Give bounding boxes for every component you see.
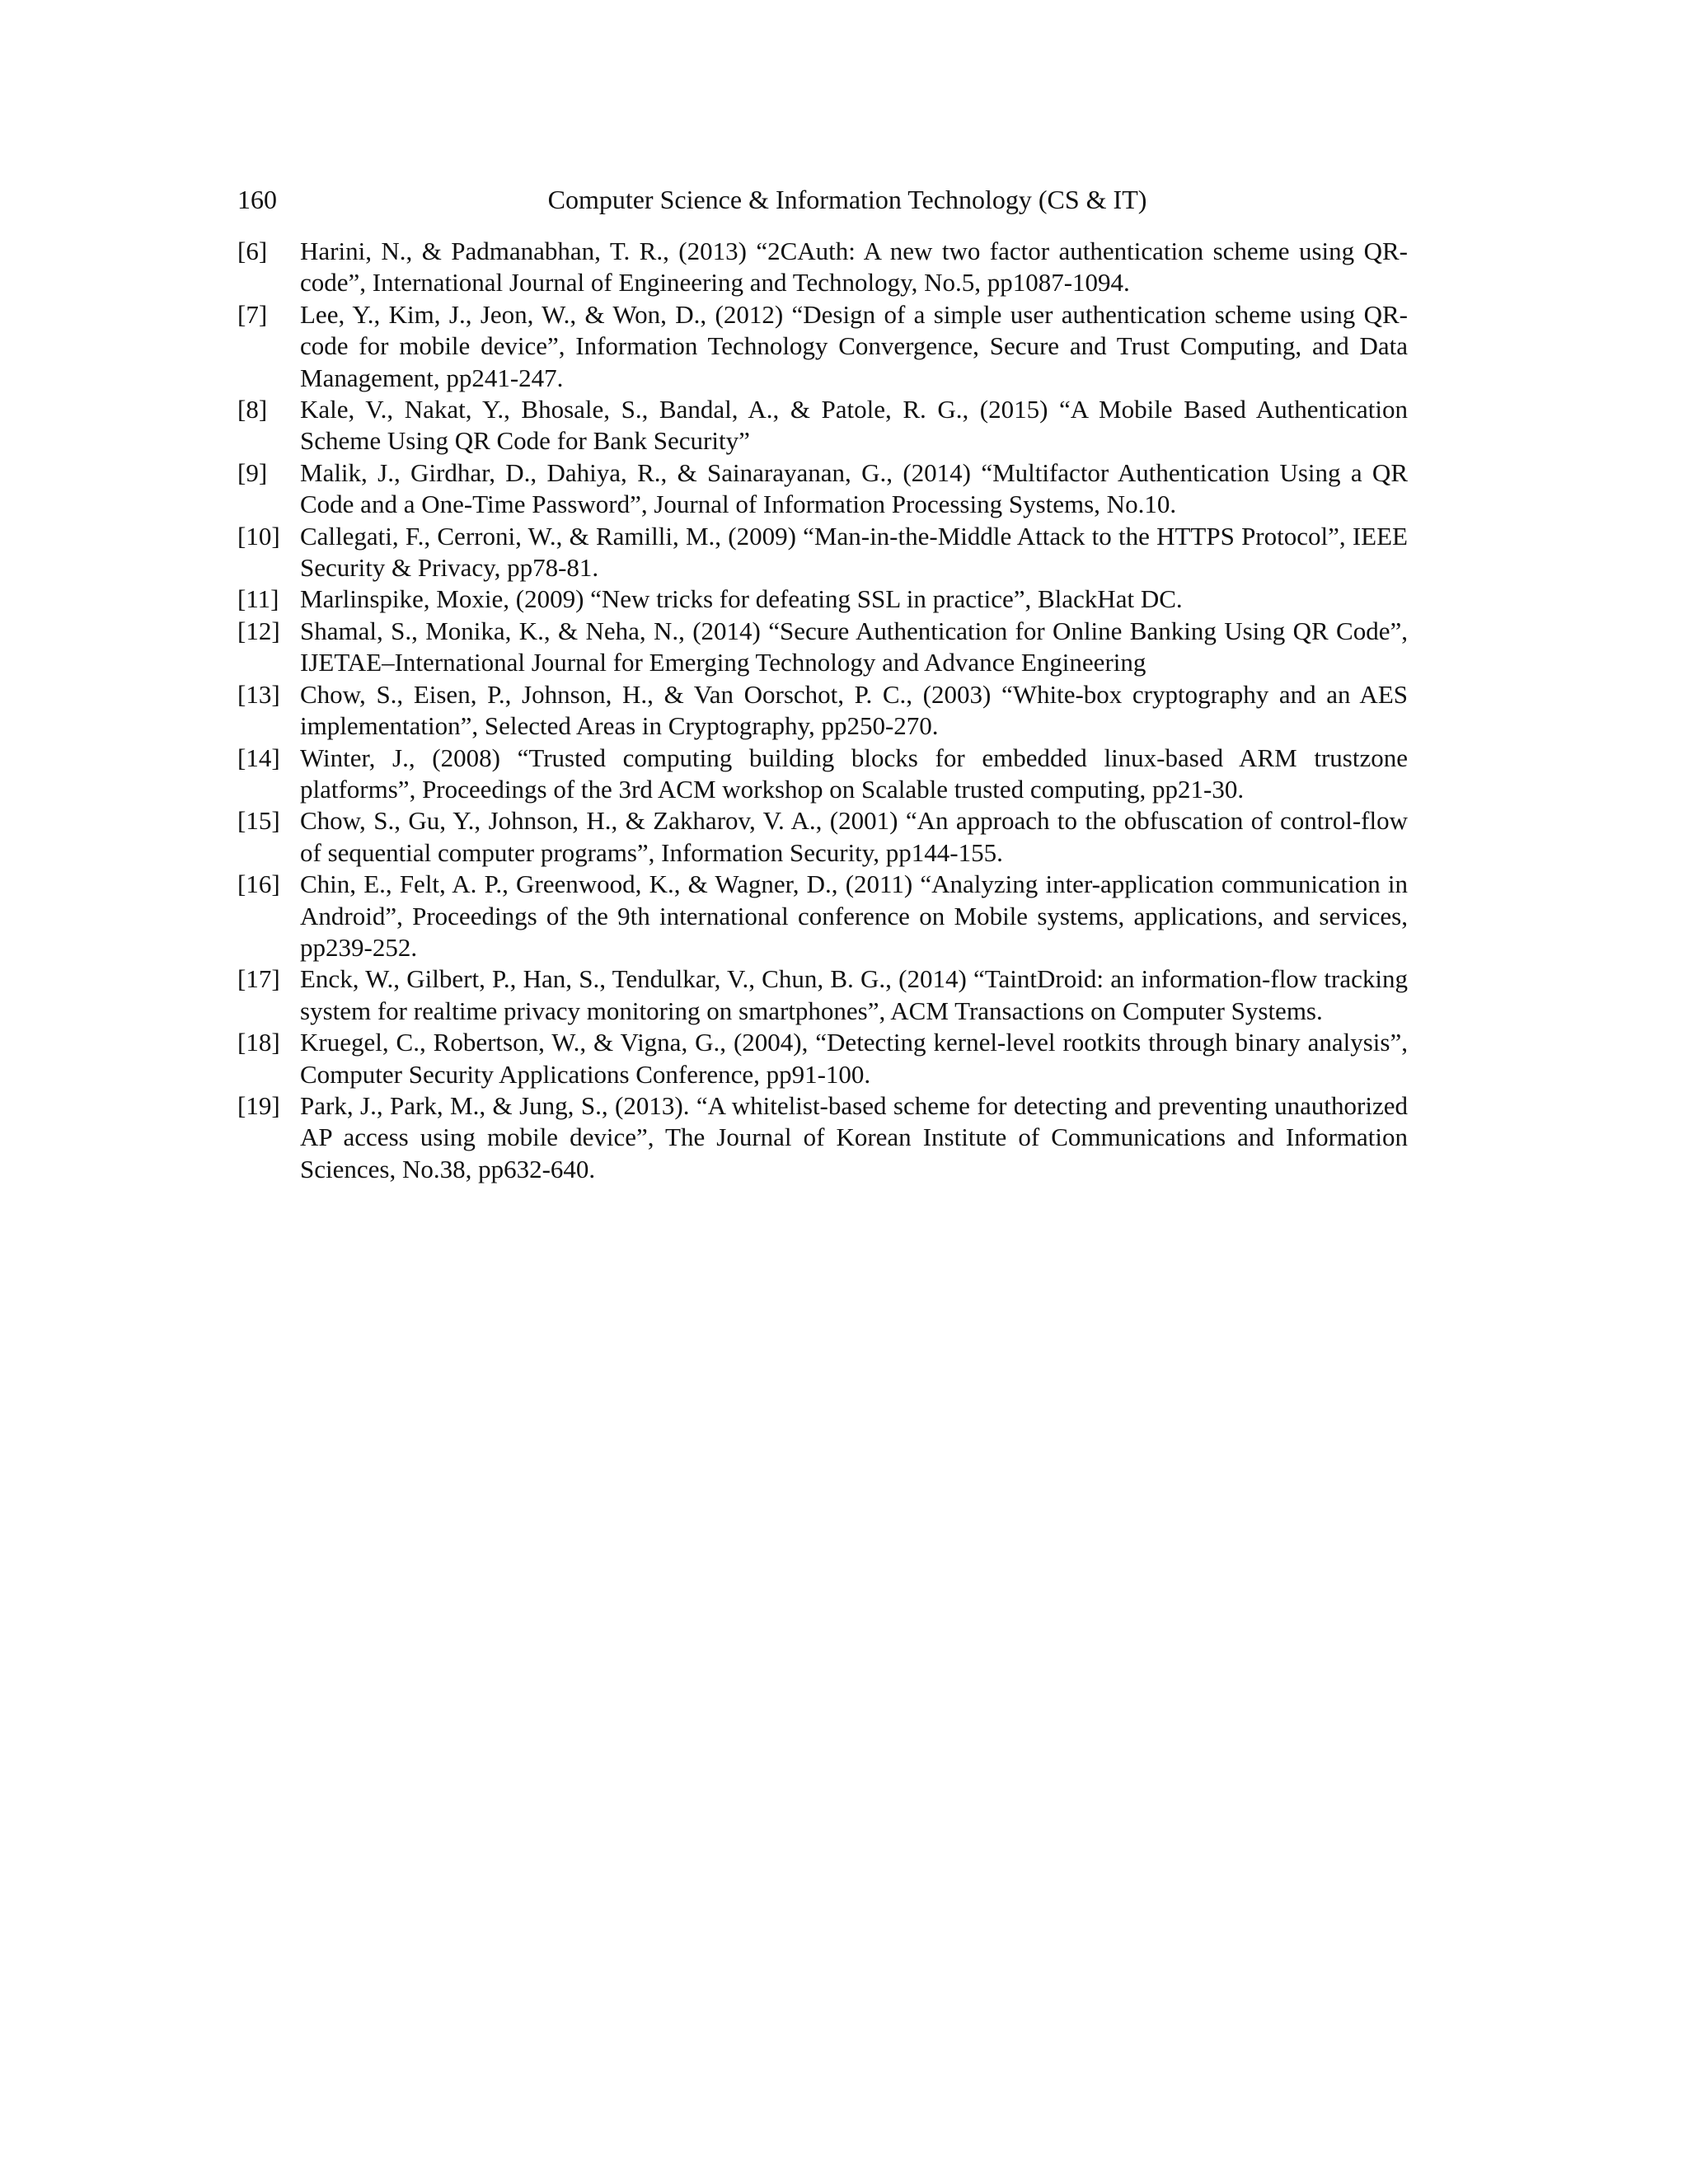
reference-item: [237, 457, 1408, 521]
reference-text: Malik, J., Girdhar, D., Dahiya, R., & Sainarayanan, G., (2014) “Multifactor Authentication Using a QR Code and a One-Time Password”, Journal of Information Processing Systems, No.10.: [300, 457, 1408, 519]
reference-item: [237, 679, 1408, 743]
reference-item: [237, 1027, 1408, 1090]
reference-number: [11]: [237, 584, 279, 614]
reference-item: [237, 394, 1408, 457]
reference-text: Chow, S., Gu, Y., Johnson, H., & Zakharov, V. A., (2001) “An approach to the obfuscation of control-flow of sequential computer programs”, Information Security, pp144-155.: [300, 806, 1408, 867]
reference-text: Marlinspike, Moxie, (2009) “New tricks for defeating SSL in practice”, BlackHat DC.: [300, 584, 1183, 614]
reference-number: [17]: [237, 964, 280, 994]
reference-item: [237, 1090, 1408, 1185]
reference-item: [237, 805, 1408, 869]
reference-text: Enck, W., Gilbert, P., Han, S., Tendulkar, V., Chun, B. G., (2014) “TaintDroid: an information-flow tracking system for realtime privacy monitoring on smartphones”, ACM Transactions on Computer Systems.: [300, 964, 1408, 1025]
reference-number: [7]: [237, 299, 268, 329]
reference-text: Chin, E., Felt, A. P., Greenwood, K., & Wagner, D., (2011) “Analyzing inter-application communication in Android”, Proceedings of the 9th international conference on Mobile systems, applications, and services, pp239-252.: [300, 869, 1408, 962]
reference-item: [237, 299, 1408, 394]
reference-text: Lee, Y., Kim, J., Jeon, W., & Won, D., (2012) “Design of a simple user authentication scheme using QR-code for mobile device”, Information Technology Convergence, Secure and Trust Computing, and Data Management, pp241-247.: [300, 299, 1408, 392]
reference-text: Callegati, F., Cerroni, W., & Ramilli, M., (2009) “Man-in-the-Middle Attack to the HTTPS Protocol”, IEEE Security & Privacy, pp78-81.: [300, 521, 1408, 583]
reference-text: Kruegel, C., Robertson, W., & Vigna, G., (2004), “Detecting kernel-level rootkits through binary analysis”, Computer Security Applications Conference, pp91-100.: [300, 1028, 1408, 1089]
reference-number: [12]: [237, 616, 280, 645]
reference-item: [237, 743, 1408, 806]
reference-item: [237, 869, 1408, 963]
reference-item: [237, 583, 1408, 615]
reference-number: [19]: [237, 1090, 280, 1120]
reference-text: Park, J., Park, M., & Jung, S., (2013). “A whitelist-based scheme for detecting and preventing unauthorized AP access using mobile device”, The Journal of Korean Institute of Communications and Information Sciences, No.38, pp632-640.: [300, 1090, 1408, 1183]
reference-number: [18]: [237, 1028, 280, 1057]
reference-number: [16]: [237, 869, 280, 899]
reference-number: [8]: [237, 395, 268, 424]
reference-item: [237, 963, 1408, 1027]
reference-number: [9]: [237, 457, 268, 487]
reference-text: Harini, N., & Padmanabhan, T. R., (2013) “2CAuth: A new two factor authentication scheme using QR-code”, International Journal of Engineering and Technology, No.5, pp1087-1094.: [300, 237, 1408, 298]
reference-item: [237, 521, 1408, 584]
reference-text: Kale, V., Nakat, Y., Bhosale, S., Bandal, A., & Patole, R. G., (2015) “A Mobile Based Authentication Scheme Using QR Code for Bank Security”: [300, 395, 1408, 456]
reference-item: [237, 236, 1408, 299]
reference-text: Winter, J., (2008) “Trusted computing building blocks for embedded linux-based ARM trustzone platforms”, Proceedings of the 3rd ACM workshop on Scalable trusted computing, pp21-30.: [300, 743, 1408, 804]
reference-item: [237, 616, 1408, 679]
reference-number: [10]: [237, 521, 280, 551]
reference-text: Shamal, S., Monika, K., & Neha, N., (2014) “Secure Authentication for Online Banking Using QR Code”, IJETAE–International Journal for Emerging Technology and Advance Engineering: [300, 616, 1408, 677]
reference-text: Chow, S., Eisen, P., Johnson, H., & Van Oorschot, P. C., (2003) “White-box cryptography and an AES implementation”, Selected Areas in Cryptography, pp250-270.: [300, 679, 1408, 741]
running-header: [237, 183, 1408, 216]
reference-list: [237, 236, 1408, 1185]
journal-title: Computer Science & Information Technology (CS & IT): [547, 185, 1147, 214]
reference-number: [14]: [237, 743, 280, 772]
page-number: 160: [237, 185, 277, 214]
reference-number: [13]: [237, 679, 280, 709]
reference-number: [6]: [237, 237, 268, 265]
reference-number: [15]: [237, 806, 280, 836]
